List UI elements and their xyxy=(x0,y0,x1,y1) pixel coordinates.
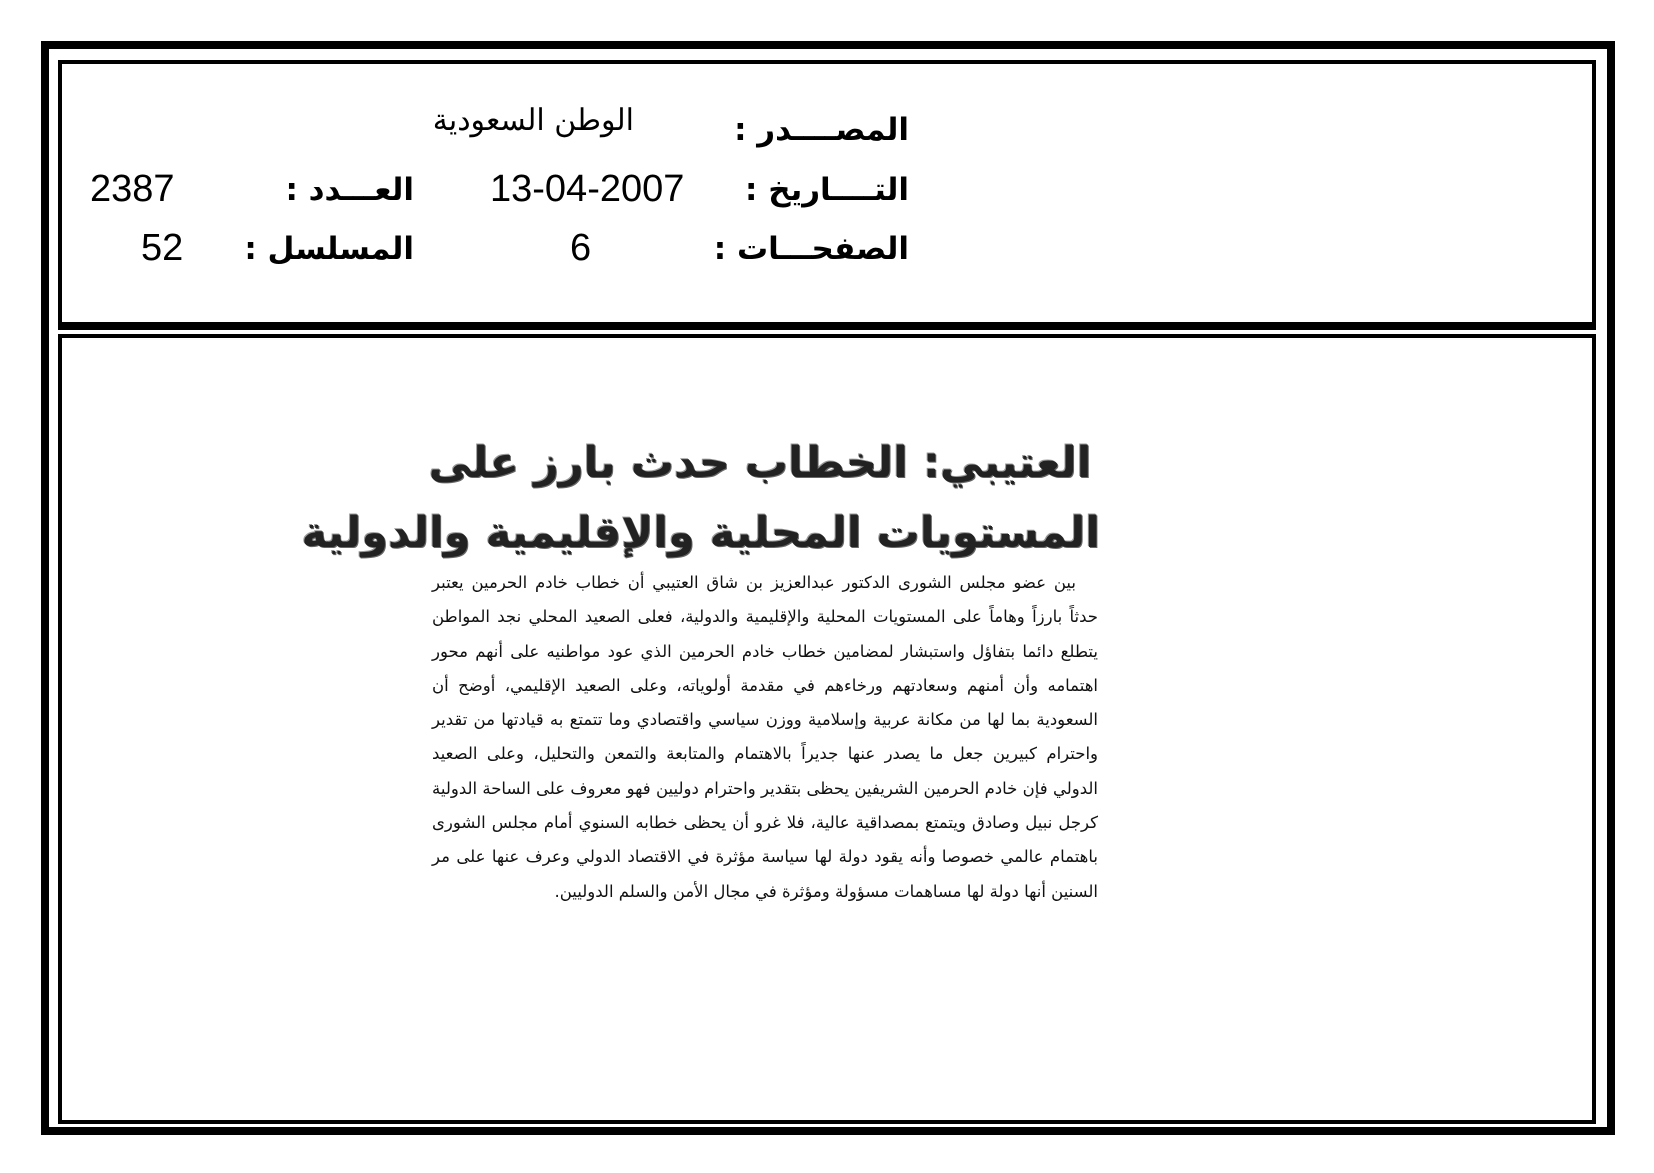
issue-value: 2387 xyxy=(90,168,175,210)
serial-label: المسلسل : xyxy=(244,231,414,267)
pages-value: 6 xyxy=(570,227,592,269)
pages-label: الصفحـــات : xyxy=(713,231,909,267)
issue-label: العـــدد : xyxy=(285,172,414,208)
source-value: الوطن السعودية xyxy=(432,103,634,138)
source-label: المصــــدر : xyxy=(734,112,909,148)
serial-value: 52 xyxy=(141,227,184,269)
date-value: 13-04-2007 xyxy=(490,168,685,210)
article-body xyxy=(432,566,1098,909)
article-headline xyxy=(301,428,1100,568)
date-label: التــــاريخ : xyxy=(745,172,909,208)
article-paragraph: بين عضو مجلس الشورى الدكتور عبدالعزيز بن شاق العتيبي أن خطاب خادم الحرمين يعتبر حدثاً بارزاً وهاماً على المستويات المحلية والإقليمية والدولية، فعلى الصعيد المحلي نجد المواطن يتطلع دائما بتفاؤل واستبشار لمضامين خطاب خادم الحرمين الذي عود مواطنيه على أنهم محور اهتمامه وأن أمنهم وسعادتهم ورخاءهم في مقدمة أولوياته، وعلى الصعيد الإقليمي، أوضح أن السعودية بما لها من مكانة عربية وإسلامية ووزن سياسي واقتصادي وما تتمتع به قيادتها من تقدير واحترام كبيرين جعل ما يصدر عنها جديراً بالاهتمام والمتابعة والتمعن والتحليل، وعلى الصعيد الدولي فإن خادم الحرمين الشريفين يحظى بتقدير واحترام دوليين فهو معروف على الساحة الدولية كرجل نبيل وصادق ويتمتع بمصداقية عالية، فلا غرو أن يحظى خطابه السنوي أمام مجلس الشورى باهتمام عالمي خصوصا وأنه يقود دولة لها سياسة مؤثرة في الاقتصاد الدولي وعرف عنها على مر السنين أنها دولة لها مساهمات مسؤولة ومؤثرة في مجال الأمن والسلم الدوليين. xyxy=(432,573,1098,901)
headline-line-1: العتيبي: الخطاب حدث بارز على xyxy=(428,438,1092,488)
headline-line-2: المستويات المحلية والإقليمية والدولية xyxy=(301,508,1100,558)
